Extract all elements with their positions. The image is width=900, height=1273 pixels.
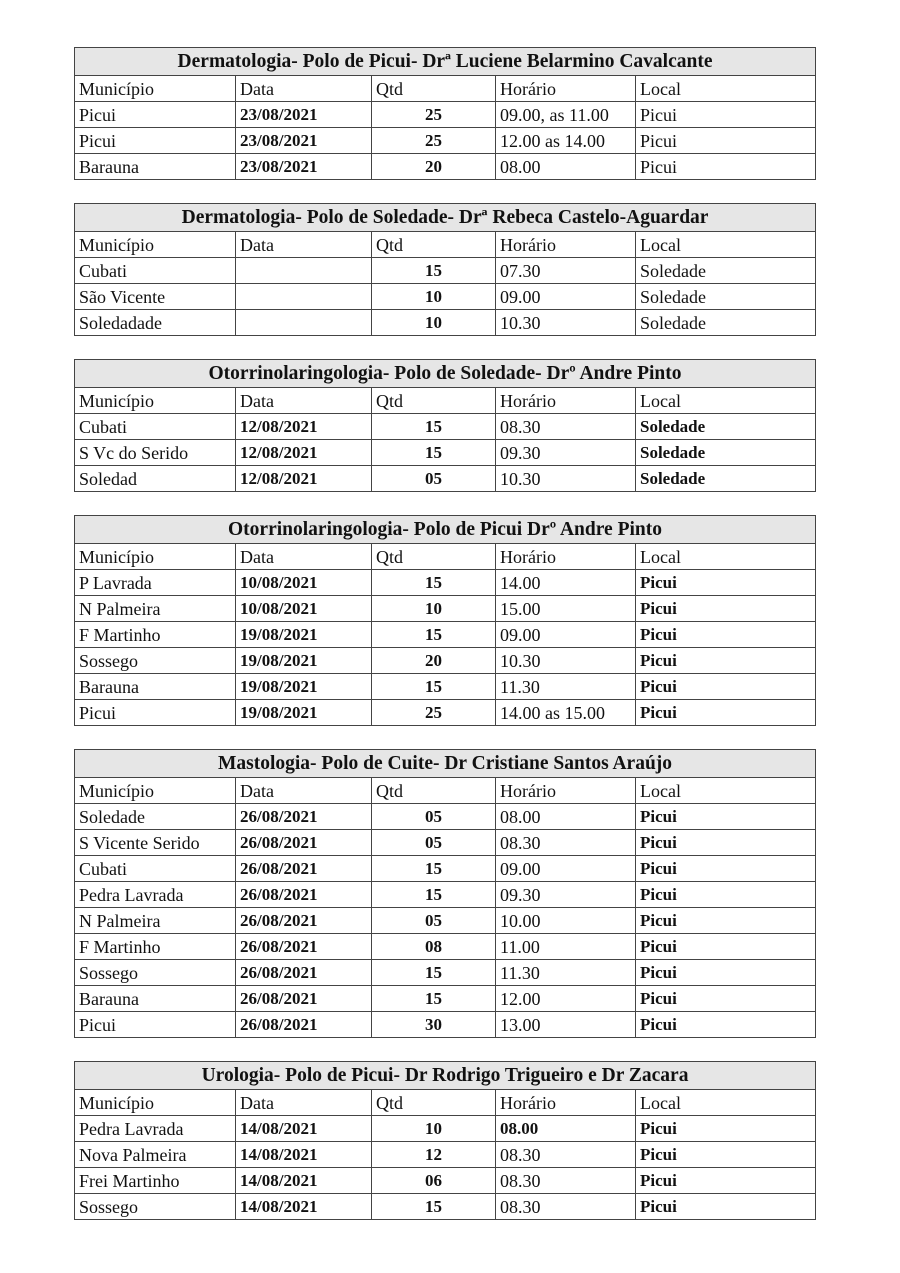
cell-horario: 11.00 — [496, 934, 636, 960]
cell-horario: 09.00 — [496, 856, 636, 882]
cell-data: 14/08/2021 — [236, 1142, 372, 1168]
cell-data: 12/08/2021 — [236, 414, 372, 440]
cell-local: Picui — [636, 908, 816, 934]
cell-local: Picui — [636, 882, 816, 908]
table-row — [75, 1116, 816, 1142]
cell-data: 14/08/2021 — [236, 1116, 372, 1142]
cell-qtd: 30 — [372, 1012, 496, 1038]
cell-qtd: 05 — [372, 466, 496, 492]
cell-data: 26/08/2021 — [236, 882, 372, 908]
table-title: Dermatologia- Polo de Soledade- Drª Rebeca Castelo-Aguardar — [75, 204, 816, 232]
cell-local: Picui — [636, 1116, 816, 1142]
cell-horario: 08.30 — [496, 414, 636, 440]
column-header-qtd: Qtd — [372, 1090, 496, 1116]
table-row — [75, 622, 816, 648]
column-header-data: Data — [236, 232, 372, 258]
cell-local: Picui — [636, 674, 816, 700]
cell-horario: 10.30 — [496, 648, 636, 674]
schedule-table — [74, 515, 816, 726]
table-row — [75, 154, 816, 180]
column-header-qtd: Qtd — [372, 388, 496, 414]
table-row — [75, 310, 816, 336]
cell-horario: 13.00 — [496, 1012, 636, 1038]
column-header-municipio: Município — [75, 1090, 236, 1116]
column-header-municipio: Município — [75, 388, 236, 414]
cell-qtd: 20 — [372, 648, 496, 674]
cell-horario: 08.30 — [496, 1168, 636, 1194]
table-row — [75, 1168, 816, 1194]
cell-data: 14/08/2021 — [236, 1168, 372, 1194]
cell-municipio: Picui — [75, 700, 236, 726]
column-header-municipio: Município — [75, 76, 236, 102]
cell-local: Picui — [636, 856, 816, 882]
table-row — [75, 934, 816, 960]
cell-data: 26/08/2021 — [236, 1012, 372, 1038]
table-row — [75, 570, 816, 596]
table-row — [75, 128, 816, 154]
cell-data: 26/08/2021 — [236, 934, 372, 960]
cell-qtd: 15 — [372, 414, 496, 440]
column-header-local: Local — [636, 232, 816, 258]
cell-qtd: 15 — [372, 1194, 496, 1220]
cell-local: Picui — [636, 102, 816, 128]
cell-municipio: Cubati — [75, 258, 236, 284]
table-row — [75, 648, 816, 674]
table-row — [75, 882, 816, 908]
cell-qtd: 12 — [372, 1142, 496, 1168]
column-header-data: Data — [236, 544, 372, 570]
header-row — [75, 388, 816, 414]
column-header-qtd: Qtd — [372, 544, 496, 570]
cell-qtd: 15 — [372, 856, 496, 882]
cell-qtd: 15 — [372, 674, 496, 700]
cell-data: 19/08/2021 — [236, 700, 372, 726]
cell-data: 23/08/2021 — [236, 128, 372, 154]
cell-local: Picui — [636, 1142, 816, 1168]
cell-horario: 09.30 — [496, 882, 636, 908]
cell-local: Soledade — [636, 310, 816, 336]
cell-local: Soledade — [636, 414, 816, 440]
table-row — [75, 466, 816, 492]
cell-qtd: 25 — [372, 102, 496, 128]
cell-local: Picui — [636, 648, 816, 674]
table-row — [75, 596, 816, 622]
cell-data: 26/08/2021 — [236, 908, 372, 934]
table-row — [75, 258, 816, 284]
cell-municipio: N Palmeira — [75, 596, 236, 622]
cell-local: Picui — [636, 804, 816, 830]
column-header-municipio: Município — [75, 232, 236, 258]
cell-municipio: F Martinho — [75, 934, 236, 960]
schedule-document — [74, 47, 815, 1243]
table-title: Dermatologia- Polo de Picui- Drª Luciene Belarmino Cavalcante — [75, 48, 816, 76]
cell-municipio: Sossego — [75, 1194, 236, 1220]
cell-horario: 14.00 — [496, 570, 636, 596]
cell-data: 10/08/2021 — [236, 570, 372, 596]
cell-horario: 14.00 as 15.00 — [496, 700, 636, 726]
cell-municipio: Barauna — [75, 674, 236, 700]
schedule-table — [74, 749, 816, 1038]
cell-qtd: 05 — [372, 830, 496, 856]
table-row — [75, 1142, 816, 1168]
cell-qtd: 06 — [372, 1168, 496, 1194]
cell-municipio: Pedra Lavrada — [75, 1116, 236, 1142]
cell-municipio: P Lavrada — [75, 570, 236, 596]
cell-data: 26/08/2021 — [236, 856, 372, 882]
column-header-horario: Horário — [496, 1090, 636, 1116]
table-title: Urologia- Polo de Picui- Dr Rodrigo Trigueiro e Dr Zacara — [75, 1062, 816, 1090]
cell-qtd: 15 — [372, 440, 496, 466]
column-header-local: Local — [636, 544, 816, 570]
cell-municipio: Soledadade — [75, 310, 236, 336]
cell-horario: 10.30 — [496, 466, 636, 492]
cell-qtd: 10 — [372, 1116, 496, 1142]
table-title: Mastologia- Polo de Cuite- Dr Cristiane Santos Araújo — [75, 750, 816, 778]
cell-horario: 09.00 — [496, 284, 636, 310]
cell-horario: 12.00 — [496, 986, 636, 1012]
cell-qtd: 10 — [372, 310, 496, 336]
cell-local: Soledade — [636, 284, 816, 310]
cell-horario: 12.00 as 14.00 — [496, 128, 636, 154]
cell-local: Picui — [636, 986, 816, 1012]
cell-data: 26/08/2021 — [236, 804, 372, 830]
cell-local: Picui — [636, 622, 816, 648]
cell-municipio: Picui — [75, 1012, 236, 1038]
cell-data: 10/08/2021 — [236, 596, 372, 622]
table-row — [75, 830, 816, 856]
cell-municipio: S Vicente Serido — [75, 830, 236, 856]
cell-municipio: Barauna — [75, 154, 236, 180]
cell-municipio: Soledade — [75, 804, 236, 830]
cell-qtd: 15 — [372, 258, 496, 284]
cell-municipio: Cubati — [75, 856, 236, 882]
column-header-qtd: Qtd — [372, 778, 496, 804]
cell-local: Picui — [636, 154, 816, 180]
column-header-municipio: Município — [75, 778, 236, 804]
cell-horario: 15.00 — [496, 596, 636, 622]
column-header-local: Local — [636, 778, 816, 804]
cell-municipio: F Martinho — [75, 622, 236, 648]
cell-qtd: 20 — [372, 154, 496, 180]
column-header-horario: Horário — [496, 778, 636, 804]
cell-qtd: 25 — [372, 700, 496, 726]
table-row — [75, 102, 816, 128]
cell-municipio: N Palmeira — [75, 908, 236, 934]
table-row — [75, 674, 816, 700]
column-header-horario: Horário — [496, 544, 636, 570]
column-header-horario: Horário — [496, 76, 636, 102]
cell-qtd: 10 — [372, 284, 496, 310]
cell-data: 23/08/2021 — [236, 154, 372, 180]
header-row — [75, 76, 816, 102]
header-row — [75, 778, 816, 804]
cell-horario: 10.00 — [496, 908, 636, 934]
cell-municipio: Picui — [75, 128, 236, 154]
cell-municipio: Picui — [75, 102, 236, 128]
column-header-horario: Horário — [496, 388, 636, 414]
cell-municipio: Cubati — [75, 414, 236, 440]
cell-local: Picui — [636, 960, 816, 986]
cell-qtd: 15 — [372, 986, 496, 1012]
column-header-qtd: Qtd — [372, 76, 496, 102]
cell-local: Picui — [636, 1012, 816, 1038]
table-row — [75, 440, 816, 466]
column-header-data: Data — [236, 76, 372, 102]
table-row — [75, 960, 816, 986]
cell-municipio: Frei Martinho — [75, 1168, 236, 1194]
cell-qtd: 15 — [372, 960, 496, 986]
cell-local: Picui — [636, 570, 816, 596]
cell-municipio: Pedra Lavrada — [75, 882, 236, 908]
cell-municipio: Soledad — [75, 466, 236, 492]
cell-municipio: Sossego — [75, 960, 236, 986]
cell-data: 26/08/2021 — [236, 986, 372, 1012]
column-header-local: Local — [636, 76, 816, 102]
cell-horario: 08.00 — [496, 1116, 636, 1142]
cell-municipio: Nova Palmeira — [75, 1142, 236, 1168]
cell-local: Soledade — [636, 466, 816, 492]
cell-horario: 08.30 — [496, 1194, 636, 1220]
cell-horario: 08.30 — [496, 1142, 636, 1168]
cell-local: Picui — [636, 830, 816, 856]
cell-horario: 09.30 — [496, 440, 636, 466]
table-row — [75, 908, 816, 934]
cell-qtd: 10 — [372, 596, 496, 622]
schedule-table — [74, 359, 816, 492]
header-row — [75, 232, 816, 258]
cell-local: Picui — [636, 700, 816, 726]
table-row — [75, 856, 816, 882]
column-header-local: Local — [636, 388, 816, 414]
cell-data — [236, 310, 372, 336]
cell-horario: 08.30 — [496, 830, 636, 856]
table-row — [75, 1194, 816, 1220]
cell-horario: 08.00 — [496, 804, 636, 830]
cell-horario: 11.30 — [496, 674, 636, 700]
schedule-table — [74, 47, 816, 180]
table-row — [75, 986, 816, 1012]
table-title: Otorrinolaringologia- Polo de Soledade- Drº Andre Pinto — [75, 360, 816, 388]
cell-data: 12/08/2021 — [236, 440, 372, 466]
cell-municipio: São Vicente — [75, 284, 236, 310]
cell-local: Soledade — [636, 440, 816, 466]
cell-data: 19/08/2021 — [236, 674, 372, 700]
header-row — [75, 1090, 816, 1116]
table-row — [75, 804, 816, 830]
column-header-local: Local — [636, 1090, 816, 1116]
cell-data — [236, 284, 372, 310]
schedule-table — [74, 203, 816, 336]
cell-qtd: 15 — [372, 570, 496, 596]
cell-data: 26/08/2021 — [236, 830, 372, 856]
cell-qtd: 08 — [372, 934, 496, 960]
cell-horario: 09.00, as 11.00 — [496, 102, 636, 128]
table-title: Otorrinolaringologia- Polo de Picui Drº Andre Pinto — [75, 516, 816, 544]
cell-horario: 07.30 — [496, 258, 636, 284]
table-row — [75, 700, 816, 726]
cell-data — [236, 258, 372, 284]
table-row — [75, 414, 816, 440]
cell-data: 26/08/2021 — [236, 960, 372, 986]
column-header-data: Data — [236, 778, 372, 804]
column-header-data: Data — [236, 1090, 372, 1116]
cell-local: Picui — [636, 934, 816, 960]
cell-local: Picui — [636, 1168, 816, 1194]
column-header-municipio: Município — [75, 544, 236, 570]
column-header-data: Data — [236, 388, 372, 414]
cell-horario: 08.00 — [496, 154, 636, 180]
table-row — [75, 1012, 816, 1038]
cell-municipio: Sossego — [75, 648, 236, 674]
cell-horario: 11.30 — [496, 960, 636, 986]
column-header-qtd: Qtd — [372, 232, 496, 258]
cell-municipio: Barauna — [75, 986, 236, 1012]
cell-qtd: 15 — [372, 882, 496, 908]
cell-local: Picui — [636, 1194, 816, 1220]
schedule-table — [74, 1061, 816, 1220]
cell-horario: 09.00 — [496, 622, 636, 648]
cell-data: 19/08/2021 — [236, 622, 372, 648]
cell-data: 12/08/2021 — [236, 466, 372, 492]
cell-horario: 10.30 — [496, 310, 636, 336]
cell-qtd: 15 — [372, 622, 496, 648]
cell-local: Picui — [636, 596, 816, 622]
cell-qtd: 05 — [372, 804, 496, 830]
cell-data: 23/08/2021 — [236, 102, 372, 128]
table-row — [75, 284, 816, 310]
cell-municipio: S Vc do Serido — [75, 440, 236, 466]
cell-data: 14/08/2021 — [236, 1194, 372, 1220]
header-row — [75, 544, 816, 570]
cell-data: 19/08/2021 — [236, 648, 372, 674]
cell-qtd: 25 — [372, 128, 496, 154]
cell-qtd: 05 — [372, 908, 496, 934]
column-header-horario: Horário — [496, 232, 636, 258]
cell-local: Picui — [636, 128, 816, 154]
cell-local: Soledade — [636, 258, 816, 284]
